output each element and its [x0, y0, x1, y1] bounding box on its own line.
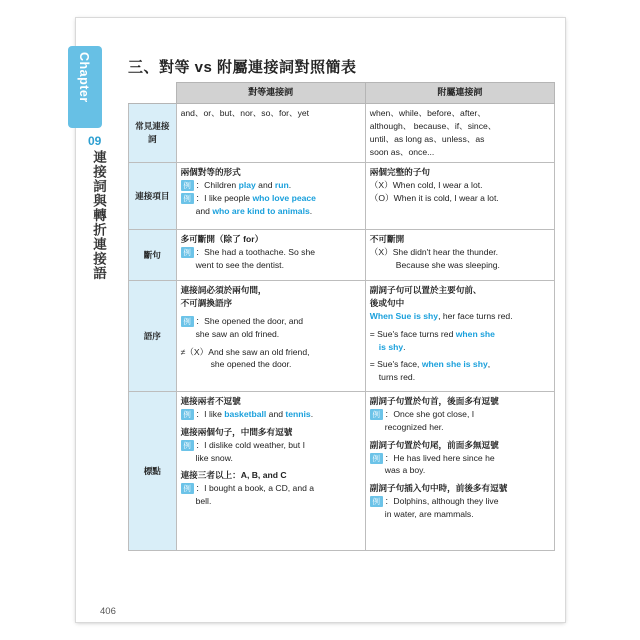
table-row — [129, 392, 555, 551]
cell-heading: 副詞子句可以置於主要句前、 — [369, 285, 482, 295]
cell-text: although、 because、if、since、 — [369, 120, 497, 131]
table-row — [129, 230, 555, 281]
text: . — [288, 179, 292, 190]
row-label-break: 斷句 — [129, 230, 177, 281]
text: ：I like — [195, 408, 225, 419]
cell-text: （X）When cold, I wear a lot. — [369, 179, 483, 190]
table-row — [129, 163, 555, 230]
text: bell. — [195, 496, 212, 507]
cell-heading: 連接兩個句子，中間多有逗號 — [180, 426, 293, 437]
cell-coordinating — [176, 163, 365, 230]
page-number: 406 — [100, 606, 116, 617]
text: went to see the dentist. — [195, 259, 284, 270]
text: ：Dolphins, although they live — [384, 496, 499, 507]
highlight: when she is shy — [421, 359, 488, 370]
example-marker-icon: 例 — [181, 193, 194, 204]
chapter-number: 09 — [88, 134, 102, 148]
text: ：He has lived here since he — [384, 452, 495, 463]
comparison-table — [128, 82, 555, 551]
book-page — [76, 18, 565, 622]
text: . — [309, 205, 313, 216]
cell-text: turns red. — [378, 372, 416, 383]
example — [370, 408, 550, 434]
table-row — [129, 104, 555, 163]
row-label-common: 常見連接詞 — [129, 104, 177, 163]
example-marker-icon: 例 — [181, 483, 194, 494]
cell-subordinating — [365, 230, 554, 281]
header-coordinating: 對等連接詞 — [176, 83, 365, 104]
text: recognized her. — [384, 421, 444, 432]
text: in water, are mammals. — [384, 509, 474, 520]
cell-text: and、or、but、nor、so、for、yet — [180, 108, 310, 118]
cell-heading: 兩個對等的形式 — [180, 167, 241, 177]
text: ：Children — [195, 179, 239, 190]
cell-heading: 多可斷開（除了 for） — [180, 234, 264, 244]
example — [181, 408, 361, 421]
text: = Sue's face turns red — [369, 328, 456, 339]
text: and — [195, 205, 213, 216]
highlight: play — [238, 179, 256, 190]
cell-text: ≠（X）And she saw an old friend, — [180, 346, 310, 357]
example — [181, 482, 361, 508]
text: was a boy. — [384, 465, 426, 476]
highlight: run — [274, 179, 289, 190]
cell-text: she opened the door. — [210, 359, 292, 370]
example-marker-icon: 例 — [370, 496, 383, 507]
row-label-items: 連接項目 — [129, 163, 177, 230]
cell-heading: 不可調換語序 — [180, 297, 233, 308]
text: , — [487, 359, 491, 370]
text: = Sue's face, — [369, 359, 422, 370]
header-blank — [129, 83, 177, 104]
cell-subordinating — [365, 163, 554, 230]
example — [181, 315, 361, 341]
cell-text: （X）She didn't hear the thunder. — [369, 246, 499, 257]
cell-heading: 連接詞必須於兩句間， — [180, 285, 267, 295]
text: ：Once she got close, I — [384, 408, 475, 419]
cell-text — [370, 328, 550, 341]
highlight: tennis — [285, 408, 311, 419]
text: . — [310, 408, 314, 419]
header-subordinating: 附屬連接詞 — [365, 83, 554, 104]
cell-subordinating — [365, 281, 554, 392]
text: like snow. — [195, 452, 233, 463]
highlight: basketball — [224, 408, 267, 419]
cell-text: Because she was sleeping. — [395, 259, 500, 270]
highlight: is shy — [378, 341, 404, 352]
cell-heading: 連接三者以上：A, B, and C — [180, 470, 287, 481]
cell-heading: 副詞子句插入句中時，前後多有逗號 — [369, 483, 508, 494]
section-title: 三、對等 vs 附屬連接詞對照簡表 — [128, 59, 357, 76]
text: . — [403, 341, 406, 352]
example — [370, 495, 550, 521]
highlight: when she — [455, 328, 495, 339]
text: ：She had a toothache. So she — [195, 246, 316, 257]
row-label-punctuation: 標點 — [129, 392, 177, 551]
example-marker-icon: 例 — [181, 247, 194, 258]
example-marker-icon: 例 — [370, 409, 383, 420]
example — [181, 192, 361, 218]
cell-coordinating — [176, 104, 365, 163]
example — [181, 246, 361, 272]
cell-text: soon as、once... — [369, 146, 435, 157]
cell-heading: 兩個完整的子句 — [369, 167, 430, 177]
highlight: When Sue is shy — [369, 310, 439, 321]
example — [370, 452, 550, 478]
table-row — [129, 281, 555, 392]
highlight: who love peace — [252, 192, 316, 203]
example — [181, 439, 361, 465]
example — [181, 179, 361, 192]
cell-text: （O）When it is cold, I wear a lot. — [369, 192, 499, 203]
example-marker-icon: 例 — [181, 180, 194, 191]
row-label-order: 語序 — [129, 281, 177, 392]
text: ：I like people — [195, 192, 253, 203]
cell-heading: 副詞子句置於句首，後面多有逗號 — [369, 396, 499, 406]
chapter-tab — [68, 46, 102, 128]
cell-text — [370, 341, 550, 354]
cell-heading: 副詞子句置於句尾，前面多無逗號 — [369, 439, 499, 450]
text: and — [266, 408, 286, 419]
example-marker-icon: 例 — [181, 316, 194, 327]
table-header-row — [129, 83, 555, 104]
cell-text: until、as long as、unless、as — [369, 133, 485, 144]
text: she saw an old frined. — [195, 328, 280, 339]
chapter-title: 連接詞與轉折連接語 — [91, 150, 106, 281]
text: ：I dislike cold weather, but I — [195, 439, 305, 450]
example-marker-icon: 例 — [370, 453, 383, 464]
cell-coordinating — [176, 230, 365, 281]
highlight: who are kind to animals — [212, 205, 310, 216]
cell-heading: 後或句中 — [369, 297, 405, 308]
cell-coordinating — [176, 281, 365, 392]
example-marker-icon: 例 — [181, 440, 194, 451]
cell-text — [370, 358, 550, 371]
text: ：I bought a book, a CD, and a — [195, 483, 315, 494]
text: , her face turns red. — [438, 310, 513, 321]
chapter-tab-label: Chapter — [77, 52, 91, 103]
cell-heading: 連接兩者不逗號 — [180, 396, 241, 406]
cell-text: when、while、before、after、 — [369, 108, 486, 118]
cell-subordinating — [365, 104, 554, 163]
cell-text — [370, 310, 550, 323]
cell-heading: 不可斷開 — [369, 234, 405, 244]
text: and — [255, 179, 275, 190]
cell-subordinating — [365, 392, 554, 551]
text: ：She opened the door, and — [195, 315, 304, 326]
example-marker-icon: 例 — [181, 409, 194, 420]
cell-coordinating — [176, 392, 365, 551]
